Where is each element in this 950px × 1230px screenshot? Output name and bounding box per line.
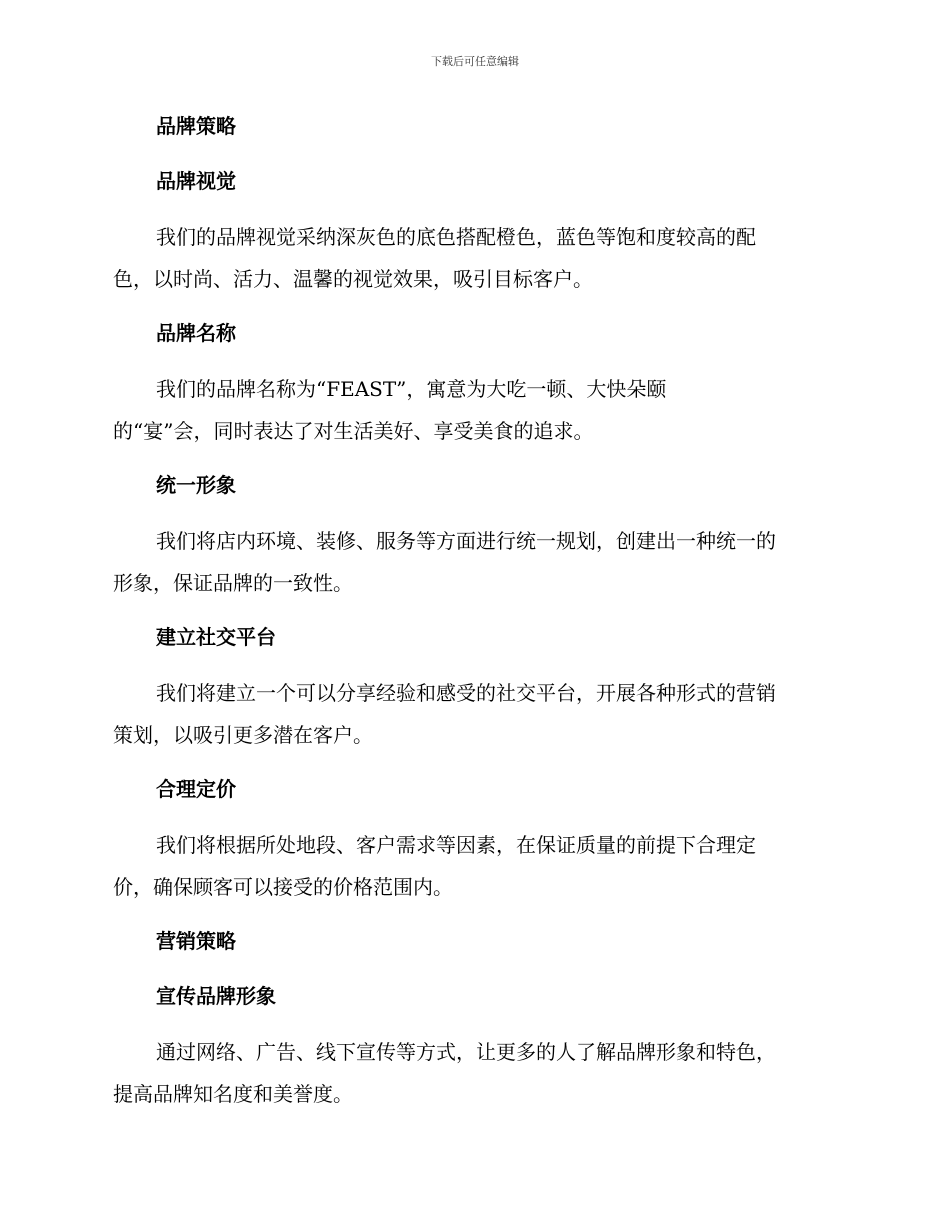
paragraph-line: 我们的品牌视觉采纳深灰色的底色搭配橙色，蓝色等饱和度较高的配: [156, 225, 756, 249]
paragraph-line: 我们将建立一个可以分享经验和感受的社交平台，开展各种形式的营销: [156, 681, 776, 705]
paragraph-brand-visual: [113, 216, 833, 300]
paragraph-pricing: [113, 824, 833, 908]
paragraph-social-platform: [113, 672, 833, 756]
paragraph-line: 通过网络、广告、线下宣传等方式，让更多的人了解品牌形象和特色，: [156, 1040, 776, 1064]
paragraph-line: 色，以时尚、活力、温馨的视觉效果，吸引目标客户。: [113, 267, 593, 291]
header-note: 下载后可任意编辑: [431, 55, 519, 68]
heading-brand-name: 品牌名称: [156, 321, 236, 345]
paragraph-unified-image: [113, 520, 833, 604]
heading-unified-image: 统一形象: [156, 473, 236, 497]
paragraph-line: 我们将根据所处地段、客户需求等因素，在保证质量的前提下合理定: [156, 833, 756, 857]
paragraph-promote-brand: [113, 1031, 833, 1115]
heading-pricing: 合理定价: [156, 777, 236, 801]
paragraph-line: 我们的品牌名称为“FEAST”，寓意为大吃一顿、大快朵颐: [156, 377, 667, 401]
heading-marketing-strategy: 营销策略: [156, 929, 236, 953]
heading-brand-visual: 品牌视觉: [156, 169, 236, 193]
paragraph-line: 价，确保顾客可以接受的价格范围内。: [113, 875, 453, 899]
document-body: [113, 106, 833, 1128]
paragraph-line: 策划，以吸引更多潜在客户。: [113, 723, 373, 747]
heading-brand-strategy: 品牌策略: [156, 114, 236, 138]
paragraph-line: 形象，保证品牌的一致性。: [113, 571, 353, 595]
paragraph-line: 我们将店内环境、装修、服务等方面进行统一规划，创建出一种统一的: [156, 529, 776, 553]
paragraph-line: 提高品牌知名度和美誉度。: [113, 1082, 353, 1106]
paragraph-brand-name: [113, 368, 833, 452]
heading-promote-brand: 宣传品牌形象: [156, 984, 276, 1008]
paragraph-line: 的“宴”会，同时表达了对生活美好、享受美食的追求。: [113, 419, 594, 443]
heading-social-platform: 建立社交平台: [156, 625, 276, 649]
